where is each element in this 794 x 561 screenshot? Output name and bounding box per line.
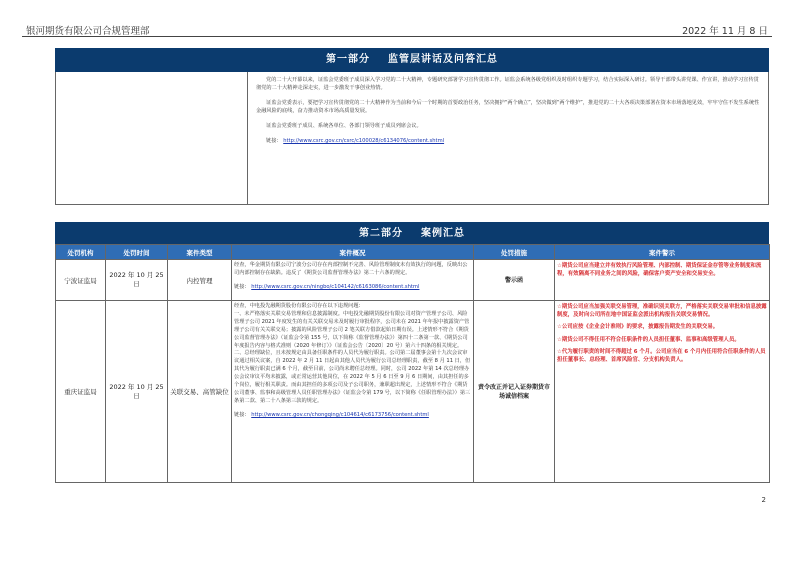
case-org: 宁波证监局 — [56, 260, 106, 301]
company-name: 银河期货有限公司合规管理部 — [26, 26, 150, 37]
part1-paragraph: 党的二十大开幕以来，证监会党委班子成员深入学习党的二十大精神，专题研究部署学习宣传贯彻工作。证监会系统各级党组织及时组织专题学习，结合实际深入研讨。领导干部带头讲党课、作宣讲，推动学习宣传贯彻党的二十大精神走深走实，进一步激发干事创业热情。 — [256, 77, 759, 91]
case-overview — [232, 301, 474, 483]
col-header-warning: 案件警示 — [555, 245, 770, 260]
case-warning-item: ☆代为履行职责的时间不得超过 6 个月。公司应当在 6 个月内任用符合任职条件的人员担任董事长、总经理、首席风险官、分支机构负责人。 — [557, 349, 766, 363]
report-date: 2022 年 11 月 8 日 — [682, 26, 768, 37]
part1-link[interactable]: http://www.csrc.gov.cn/csrc/c100028/c6134076/content.shtml — [283, 138, 445, 144]
part2-title-part: 第二部分 — [359, 228, 403, 239]
table-row — [56, 301, 770, 483]
page-header — [22, 22, 772, 37]
case-warning-item: ☆公司应按《企业会计准则》的要求，披露报告期发生的关联交易。 — [557, 324, 719, 331]
part1-content-box — [55, 72, 769, 205]
case-type: 关联交易、高管缺位 — [168, 301, 232, 483]
case-date: 2022 年 10 月 25 日 — [106, 260, 168, 301]
col-header-measure: 处罚措施 — [474, 245, 555, 260]
case-measure: 责令改正并记入证券期货市场诚信档案 — [474, 301, 555, 483]
part1-title-part: 第一部分 — [326, 54, 370, 65]
case-warning-item: ☆期货公司应当建立并有效执行风险管理、内部控制、期货保证金存管等业务制度和流程，有效隔离不同业务之间的风险，确保客户资产安全和交易安全。 — [557, 263, 762, 277]
case-table-header — [56, 245, 770, 260]
part2-title-text: 案例汇总 — [421, 228, 465, 239]
case-overview-text: 经查，华金期货有限公司宁波分公司存在内部控制不完善、风险管理制度未有效执行的问题，反映出公司内部控制存在缺陷。违反了《期货公司监督管理办法》第二十六条的规定。 — [234, 262, 468, 276]
part1-title-band — [55, 48, 769, 72]
col-header-date: 处罚时间 — [106, 245, 168, 260]
part2-title-band — [55, 222, 769, 246]
case-measure: 警示函 — [474, 260, 555, 301]
part1-paragraph: 证监会党委表示，要把学习宣传贯彻党的二十大精神作为当前和今后一个时期的首要政治任务，坚决拥护“两个确立”，坚决做到“两个维护”，推进党的二十大各项决策部署在资本市场落地见效，牢牢守住不发生系统性金融风险的底线，奋力推动资本市场高质量发展。 — [256, 100, 760, 114]
part1-link-label: 链接： — [266, 138, 282, 144]
case-warning-item: ☆期货公司不得任用不符合任职条件的人员担任董事、监事和高级管理人员。 — [557, 336, 740, 343]
case-warning — [555, 301, 770, 483]
case-overview-text: 一、未严格落实关联交易管理和信息披露制度。中电投先融期货股份有限公司对资产管理子公司、风险管理子公司 2021 年度发生的有关关联交易未及时履行审批程序，公司未在 2021 年年报中披露资产管理子公司有关关联交易；披露的风险管理子公司 2 笔关联方借款起始日期有误。上述情形不符合《期货公司监督管理办法》（证监会令第 155 号，以下简称《监督管理办法》）第四十二条第一款、《期货公司年度报告内容与格式准则（2020 年修订）》（证监会公告〔2020〕20 号）第六十四条的相关规定。 — [234, 310, 470, 349]
part1-gutter — [56, 72, 248, 204]
case-date: 2022 年 10 月 25 日 — [106, 301, 168, 483]
case-overview — [232, 260, 474, 301]
case-link[interactable]: http://www.csrc.gov.cn/ningbo/c104142/c6163086/content.shtml — [251, 283, 420, 290]
case-org: 重庆证监局 — [56, 301, 106, 483]
part1-title-text: 监管层讲话及问答汇总 — [388, 54, 498, 65]
case-warning-item: ☆期货公司应当加强关联交易管理，准确识别关联方，严格落实关联交易审批和信息披露制度，及时向公司所在地中国证监会派出机构报告关联交易情况。 — [557, 304, 767, 318]
part1-paragraph: 证监会党委班子成员、系统各单位、各部门领导班子成员列席会议。 — [266, 123, 422, 129]
col-header-overview: 案件概况 — [232, 245, 474, 260]
part1-content — [256, 76, 760, 145]
table-row — [56, 260, 770, 301]
col-header-org: 处罚机构 — [56, 245, 106, 260]
case-overview-text: 二、总经理缺位，且未按规定由具备任职条件的人员代为履行职责。公司第二届董事会第十九次会议审议通过相关议案，自 2022 年 2 月 11 日起由其他人员代为履行公司总经理职责，截至 8 月 11 日，但其代为履行职责已满 6 个月，截至目前，公司尚未聘任总经理。同时，公司 2022 年第 14 次总经理办公会议审议平均未披露，或正常运营其他岗位，在 2022 年 5 月 6 日至 9 月 6 日期间，由其担任的多个岗位，履行相关职责。而由其担任的多项公司及子公司职务，兼职超出规定，上述情形不符合《期货公司董事、监事和高级管理人员任职管理办法》（证监会令第 179 号，以下简称《任职管理办法》）第三条第二款、第二十八条第三款的规定。 — [234, 350, 471, 404]
case-link-label: 链接： — [234, 411, 250, 418]
case-type: 内控管理 — [168, 260, 232, 301]
case-overview-text: 经查，中电投先融期货股份有限公司存在以下违规问题： — [234, 303, 364, 309]
page-number: 2 — [761, 496, 766, 504]
case-link-label: 链接： — [234, 283, 250, 290]
case-link[interactable]: http://www.csrc.gov.cn/chongqing/c104614/c6173756/content.shtml — [251, 411, 429, 418]
case-table — [55, 244, 770, 483]
case-warning — [555, 260, 770, 301]
col-header-type: 案件类型 — [168, 245, 232, 260]
